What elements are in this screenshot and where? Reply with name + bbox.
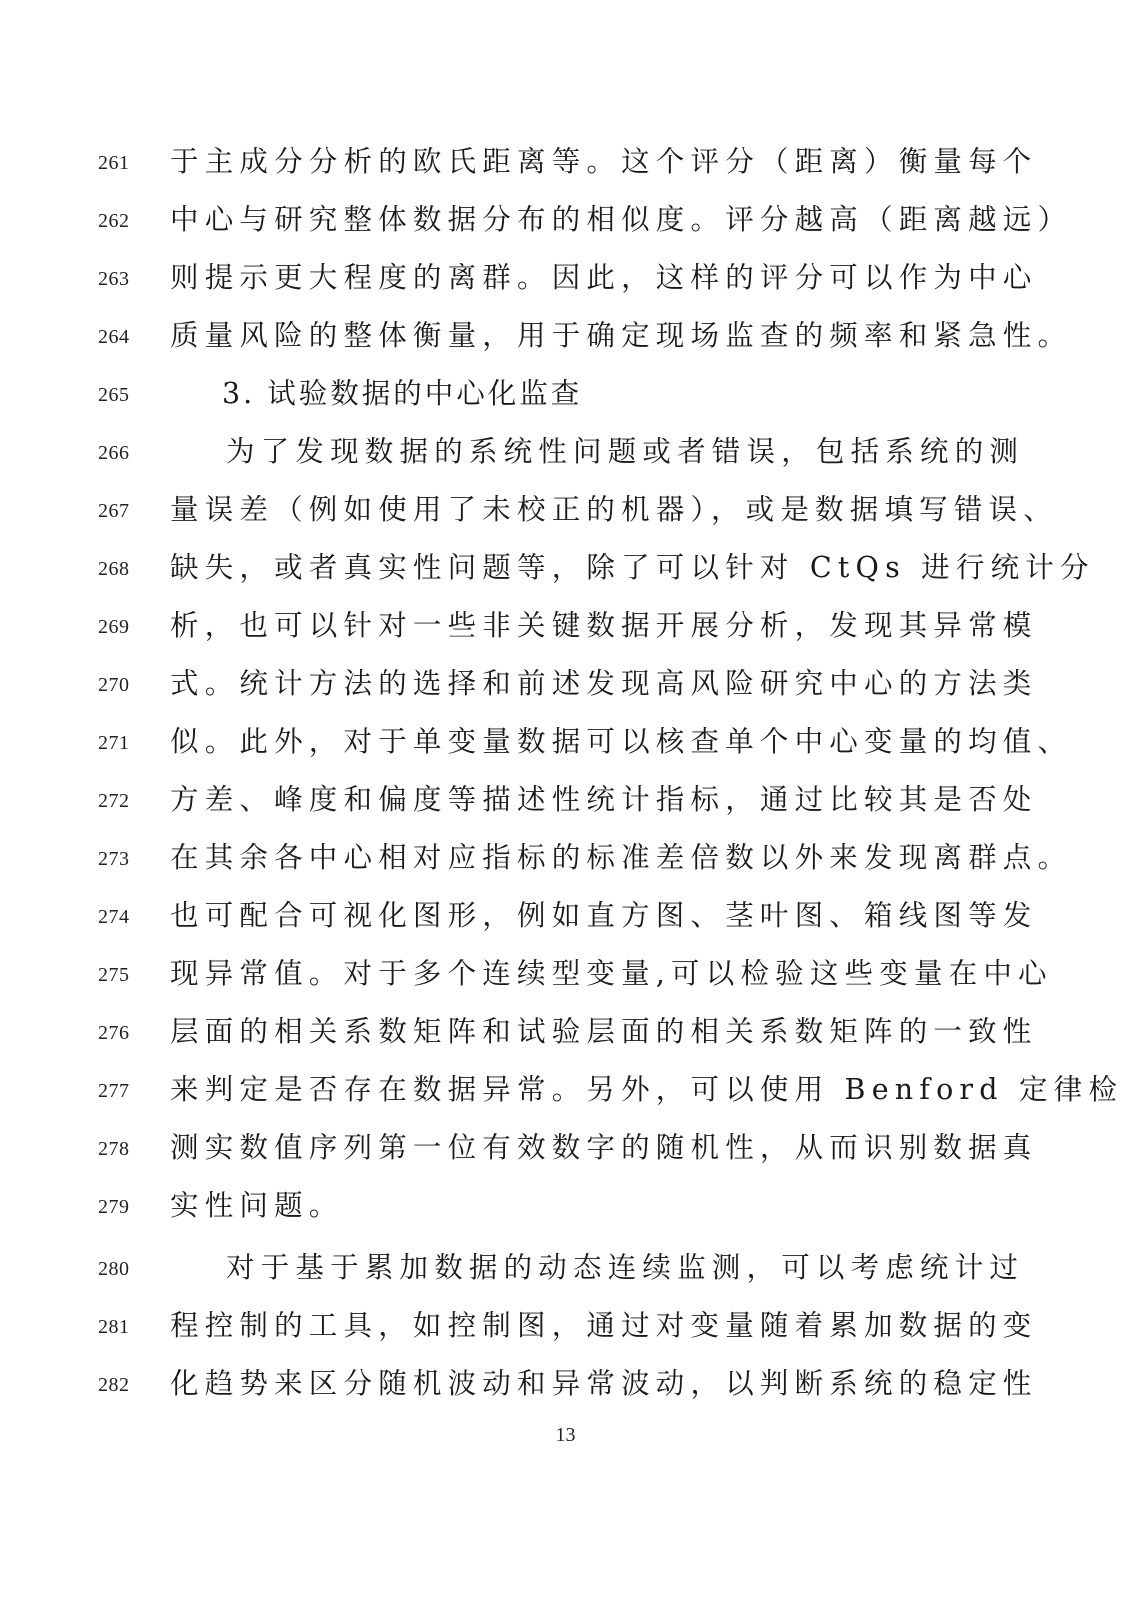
line-text: 在其余各中心相对应指标的标准差倍数以外来发现离群点。 — [170, 841, 1073, 874]
text-line — [0, 316, 1131, 356]
line-number: 280 — [98, 1258, 130, 1280]
text-line — [0, 1306, 1131, 1346]
line-text: 测实数值序列第一位有效数字的随机性，从而识别数据真 — [170, 1131, 1038, 1164]
line-text: 中心与研究整体数据分布的相似度。评分越高（距离越远） — [170, 203, 1073, 236]
line-number: 267 — [98, 500, 130, 522]
line-number: 276 — [98, 1022, 130, 1044]
line-text: 化趋势来区分随机波动和异常波动，以判断系统的稳定性 — [170, 1367, 1038, 1400]
line-text: 也可配合可视化图形，例如直方图、茎叶图、箱线图等发 — [170, 899, 1038, 932]
text-line — [0, 1248, 1131, 1288]
text-line — [0, 548, 1131, 588]
line-text: 来判定是否存在数据异常。另外，可以使用 Benford 定律检 — [170, 1073, 1124, 1106]
line-text: 似。此外，对于单变量数据可以核查单个中心变量的均值、 — [170, 725, 1073, 758]
line-number: 266 — [98, 442, 130, 464]
line-number: 278 — [98, 1138, 130, 1160]
line-text: 于主成分分析的欧氏距离等。这个评分（距离）衡量每个 — [170, 145, 1038, 178]
line-number: 282 — [98, 1374, 130, 1396]
text-line — [0, 142, 1131, 182]
line-text: 量误差（例如使用了未校正的机器），或是数据填写错误、 — [170, 493, 1058, 526]
text-line — [0, 954, 1131, 994]
line-text: 程控制的工具，如控制图，通过对变量随着累加数据的变 — [170, 1309, 1038, 1342]
text-line — [0, 1128, 1131, 1168]
line-number: 261 — [98, 152, 130, 174]
line-number: 275 — [98, 964, 130, 986]
line-text: 析，也可以针对一些非关键数据开展分析，发现其异常模 — [170, 609, 1038, 642]
text-line — [0, 432, 1131, 472]
section-heading-line — [0, 374, 1131, 414]
line-number: 277 — [98, 1080, 130, 1102]
section-heading: 3. 试验数据的中心化监查 — [222, 377, 583, 410]
paragraph-first-line: 对于基于累加数据的动态连续监测，可以考虑统计过 — [226, 1251, 1025, 1284]
line-text: 式。统计方法的选择和前述发现高风险研究中心的方法类 — [170, 667, 1038, 700]
text-line — [0, 780, 1131, 820]
paragraph-first-line: 为了发现数据的系统性问题或者错误，包括系统的测 — [226, 435, 1025, 468]
text-line — [0, 1364, 1131, 1404]
line-number: 281 — [98, 1316, 130, 1338]
text-line — [0, 722, 1131, 762]
line-number: 268 — [98, 558, 130, 580]
line-number: 270 — [98, 674, 130, 696]
line-number: 274 — [98, 906, 130, 928]
text-line — [0, 664, 1131, 704]
line-text: 现异常值。对于多个连续型变量,可以检验这些变量在中心 — [170, 957, 1053, 990]
line-text: 方差、峰度和偏度等描述性统计指标，通过比较其是否处 — [170, 783, 1038, 816]
line-number: 272 — [98, 790, 130, 812]
text-line — [0, 258, 1131, 298]
text-line — [0, 838, 1131, 878]
line-text: 缺失，或者真实性问题等，除了可以针对 CtQs 进行统计分 — [170, 551, 1095, 584]
line-number: 273 — [98, 848, 130, 870]
line-number: 269 — [98, 616, 130, 638]
text-line — [0, 1012, 1131, 1052]
line-number: 271 — [98, 732, 130, 754]
text-line — [0, 200, 1131, 240]
text-line — [0, 1186, 1131, 1226]
line-text: 则提示更大程度的离群。因此，这样的评分可以作为中心 — [170, 261, 1038, 294]
text-line — [0, 490, 1131, 530]
text-line — [0, 606, 1131, 646]
line-number: 265 — [98, 384, 130, 406]
line-number: 264 — [98, 326, 130, 348]
line-number: 263 — [98, 268, 130, 290]
text-line — [0, 1070, 1131, 1110]
line-number: 262 — [98, 210, 130, 232]
page-number: 13 — [555, 1424, 576, 1446]
line-text: 层面的相关系数矩阵和试验层面的相关系数矩阵的一致性 — [170, 1015, 1038, 1048]
line-number: 279 — [98, 1196, 130, 1218]
text-line — [0, 896, 1131, 936]
line-text: 质量风险的整体衡量，用于确定现场监查的频率和紧急性。 — [170, 319, 1073, 352]
line-text: 实性问题。 — [170, 1189, 344, 1222]
